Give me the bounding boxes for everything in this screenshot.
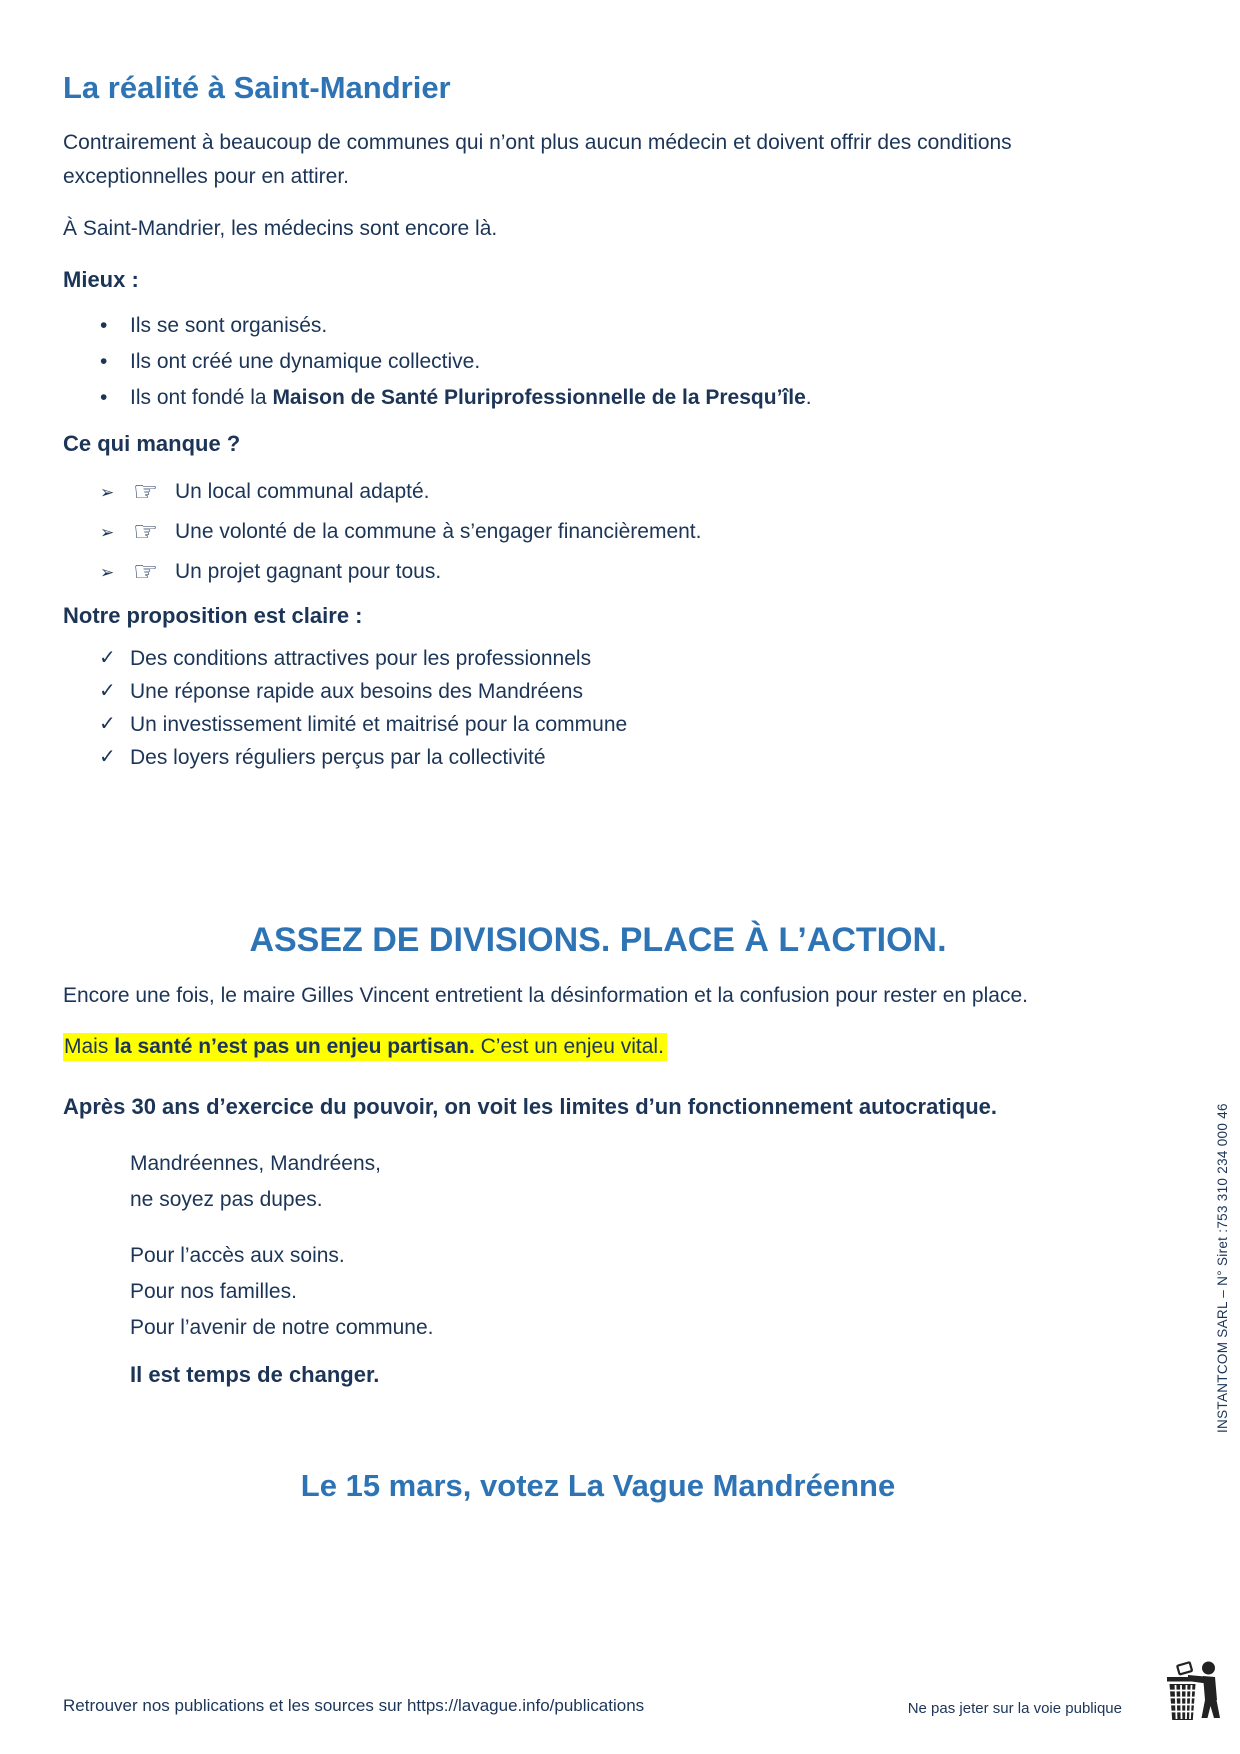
list-item xyxy=(63,512,1133,552)
proposition-heading: Notre proposition est claire : xyxy=(63,603,363,628)
page-title: La réalité à Saint-Mandrier xyxy=(63,70,451,105)
checkmark-icon: ✓ xyxy=(99,680,116,702)
stanza-1 xyxy=(130,1146,1133,1218)
pointing-finger-icon: ☞ xyxy=(133,476,159,507)
checkmark-icon: ✓ xyxy=(99,647,116,669)
list-item-text: Ils ont fondé la Maison de Santé Pluriprofessionnelle de la Presqu’île. xyxy=(130,386,812,409)
footer-litter-note: Ne pas jeter sur la voie publique xyxy=(907,1700,1122,1717)
list-item-text: Des conditions attractives pour les professionnels xyxy=(130,647,592,670)
checkmark-icon: ✓ xyxy=(99,713,116,735)
tidyman-do-not-litter-icon xyxy=(1164,1660,1224,1726)
list-item xyxy=(63,675,1133,708)
closing-statement: Il est temps de changer. xyxy=(130,1362,380,1387)
highlighted-line: Mais la santé n’est pas un enjeu partisan. C’est un enjeu vital. xyxy=(63,1029,1133,1064)
list-item xyxy=(63,380,1133,416)
intro-paragraph-2: À Saint-Mandrier, les médecins sont encore là. xyxy=(63,217,498,240)
manque-heading: Ce qui manque ? xyxy=(63,431,241,456)
bullet-icon: • xyxy=(100,350,108,373)
checkmark-icon: ✓ xyxy=(99,746,116,768)
manque-list xyxy=(63,472,1133,592)
list-item-text: Ils se sont organisés. xyxy=(130,314,328,337)
mieux-heading: Mieux : xyxy=(63,267,139,292)
bullet-icon: • xyxy=(100,386,108,409)
stanza-line: Pour nos familles. xyxy=(130,1280,297,1303)
stanza-line: ne soyez pas dupes. xyxy=(130,1188,323,1211)
list-item xyxy=(63,472,1133,512)
list-item xyxy=(63,308,1133,344)
flyer-content xyxy=(63,68,1133,1506)
list-item-text: Ils ont créé une dynamique collective. xyxy=(130,350,481,373)
action-paragraph: Encore une fois, le maire Gilles Vincent entretient la désinformation et la confusion pour rester en place. xyxy=(63,984,1028,1007)
bold-paragraph: Après 30 ans d’exercice du pouvoir, on voit les limites d’un fonctionnement autocratique. xyxy=(63,1094,997,1119)
stanza-2 xyxy=(130,1238,1133,1346)
arrowhead-bullet-icon: ➢ xyxy=(100,563,115,582)
pointing-finger-icon: ☞ xyxy=(133,556,159,587)
pointing-finger-icon: ☞ xyxy=(133,516,159,547)
mieux-list xyxy=(63,308,1133,416)
list-item-text: Des loyers réguliers perçus par la collectivité xyxy=(130,746,546,769)
stanza-line: Mandréennes, Mandréens, xyxy=(130,1152,381,1175)
banner-heading: ASSEZ DE DIVISIONS. PLACE À L’ACTION. xyxy=(249,921,947,959)
list-item-text: Une volonté de la commune à s’engager financièrement. xyxy=(175,520,702,543)
vote-call-to-action: Le 15 mars, votez La Vague Mandréenne xyxy=(300,1468,896,1503)
stanza-line: Pour l’accès aux soins. xyxy=(130,1244,345,1267)
list-item xyxy=(63,552,1133,592)
bullet-icon: • xyxy=(100,314,108,337)
list-item-text: Un local communal adapté. xyxy=(175,480,430,503)
stanza-line: Pour l’avenir de notre commune. xyxy=(130,1316,434,1339)
list-item xyxy=(63,708,1133,741)
intro-paragraph-1: Contrairement à beaucoup de communes qui n’ont plus aucun médecin et doivent offrir des conditions exceptionnelles pour en attirer. xyxy=(63,131,1012,188)
publisher-siret-vertical-text: INSTANTCOM SARL – N° Siret :753 310 234 000 46 xyxy=(1215,1103,1230,1433)
list-item-text: Un investissement limité et maitrisé pour la commune xyxy=(130,713,628,736)
list-item xyxy=(63,741,1133,774)
arrowhead-bullet-icon: ➢ xyxy=(100,523,115,542)
proposition-list xyxy=(63,642,1133,774)
list-item xyxy=(63,344,1133,380)
list-item-text: Une réponse rapide aux besoins des Mandréens xyxy=(130,680,583,703)
list-item xyxy=(63,642,1133,675)
list-item-text: Un projet gagnant pour tous. xyxy=(175,560,442,583)
arrowhead-bullet-icon: ➢ xyxy=(100,483,115,502)
footer-publications-text: Retrouver nos publications et les sources sur https://lavague.info/publications xyxy=(63,1696,645,1715)
